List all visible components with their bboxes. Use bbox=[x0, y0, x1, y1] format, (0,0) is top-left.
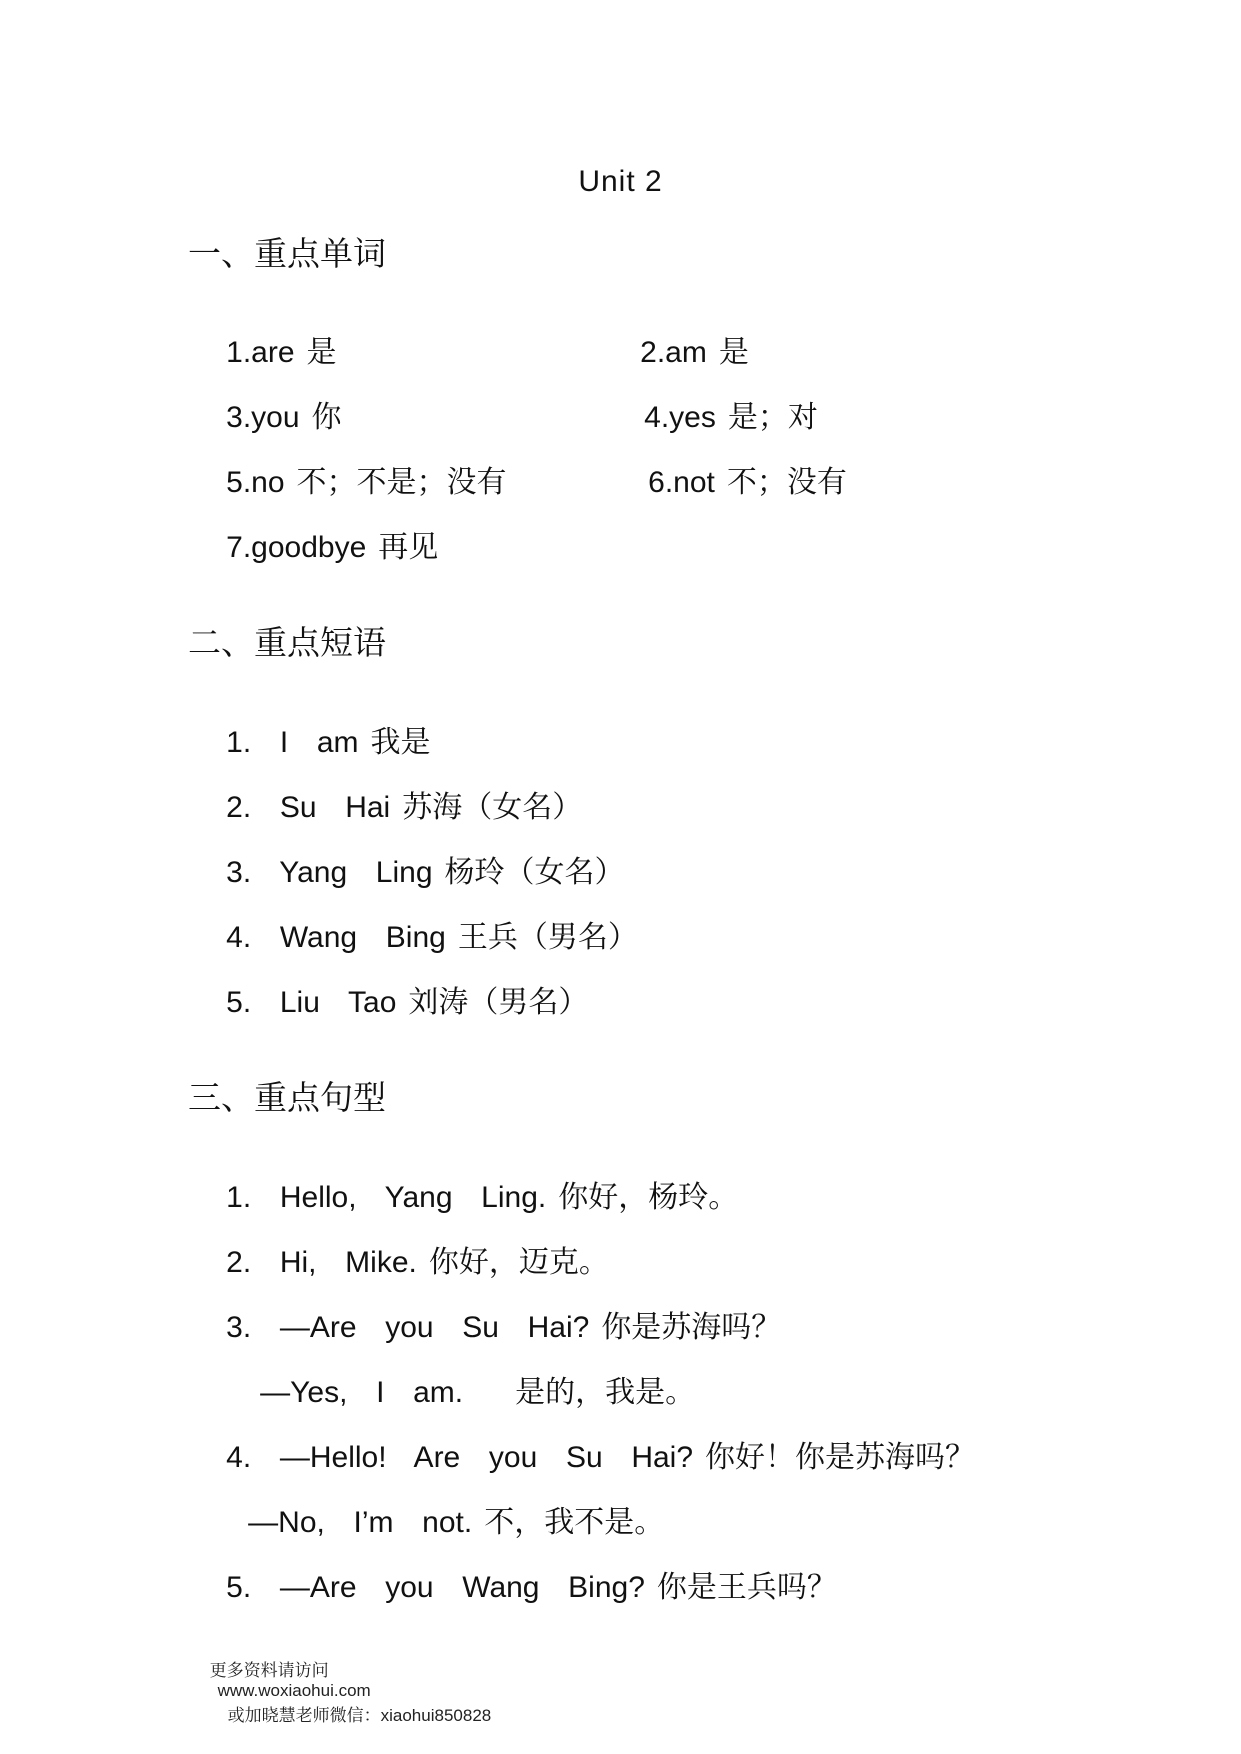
sentence-item: 2. Hi, Mike. 你好，迈克。 bbox=[226, 1245, 609, 1280]
phrase-item: 4. Wang Bing 王兵（男名） bbox=[226, 920, 638, 955]
footer-url: www.woxiaohui.com bbox=[217, 1681, 371, 1700]
sentence-item: 4. —Hello! Are you Su Hai? 你好！你是苏海吗？ bbox=[226, 1440, 976, 1475]
word-item: 2.am 是 bbox=[640, 335, 749, 370]
section-heading-sentences: 三、重点句型 bbox=[188, 1078, 386, 1117]
section-heading-phrases: 二、重点短语 bbox=[188, 623, 386, 662]
footer-prefix: 更多资料请访问 bbox=[209, 1661, 329, 1681]
footer-promo bbox=[188, 1636, 491, 1746]
sentence-item: —No, I’m not. 不，我不是。 bbox=[248, 1505, 665, 1540]
phrase-item: 5. Liu Tao 刘涛（男名） bbox=[226, 985, 589, 1020]
phrase-item: 2. Su Hai 苏海（女名） bbox=[226, 790, 583, 825]
section-heading-words: 一、重点单词 bbox=[188, 234, 386, 273]
sentence-item: 5. —Are you Wang Bing? 你是王兵吗？ bbox=[226, 1570, 837, 1605]
word-item: 5.no 不；不是；没有 bbox=[226, 465, 507, 500]
page-title: Unit 2 bbox=[578, 165, 663, 198]
phrase-item: 1. I am 我是 bbox=[226, 725, 431, 760]
footer-wechat-id: xiaohui850828 bbox=[380, 1706, 492, 1725]
word-item: 3.you 你 bbox=[226, 400, 342, 435]
word-item: 4.yes 是；对 bbox=[644, 400, 818, 435]
sentence-item: —Yes, I am. 是的，我是。 bbox=[260, 1375, 696, 1410]
footer-wechat-label: 或加晓慧老师微信： bbox=[227, 1706, 381, 1726]
sentence-item: 3. —Are you Su Hai? 你是苏海吗？ bbox=[226, 1310, 782, 1345]
phrase-item: 3. Yang Ling 杨玲（女名） bbox=[226, 855, 625, 890]
word-item: 7.goodbye 再见 bbox=[226, 530, 439, 565]
word-item: 6.not 不；没有 bbox=[648, 465, 847, 500]
word-item: 1.are 是 bbox=[226, 335, 337, 370]
sentence-item: 1. Hello, Yang Ling. 你好，杨玲。 bbox=[226, 1180, 739, 1215]
